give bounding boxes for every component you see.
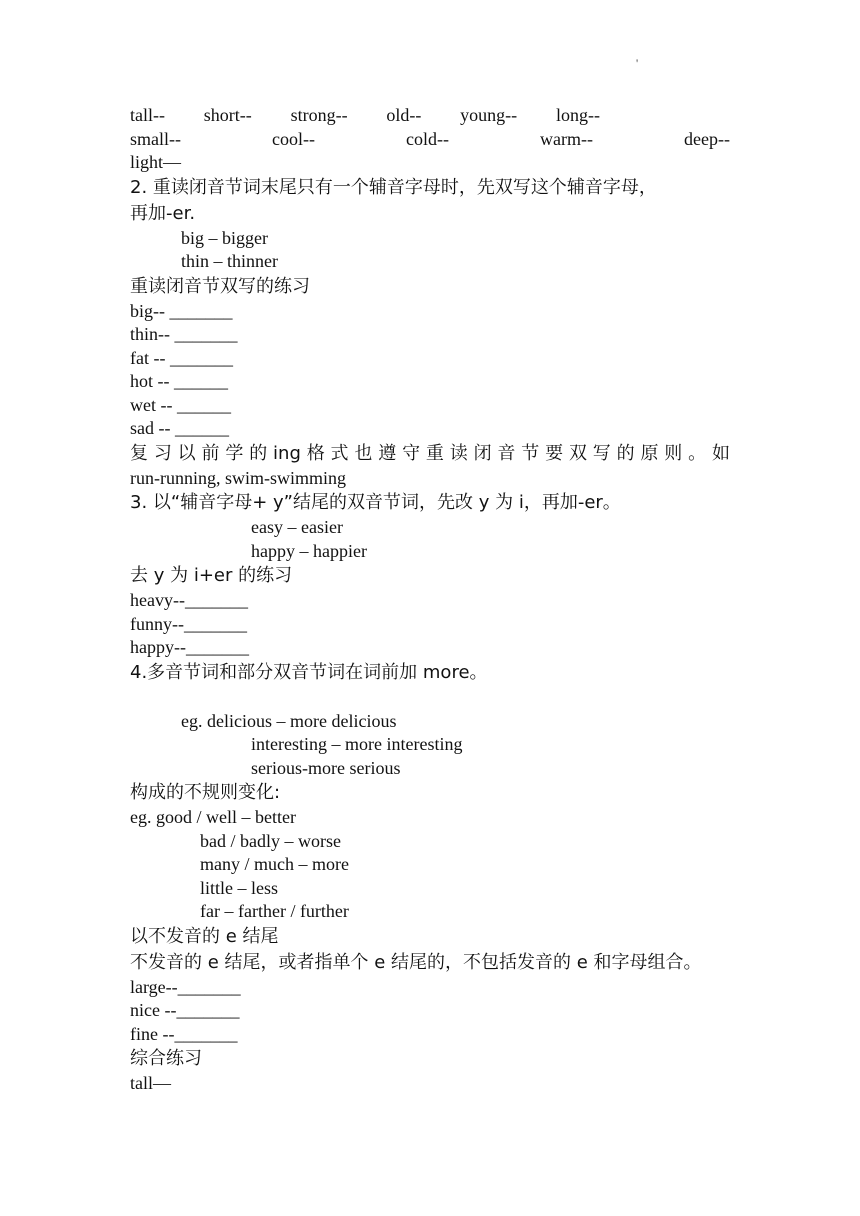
silent-e-note: 不发音的 e 结尾，或者指单个 e 结尾的，不包括发音的 e 和字母组合。 bbox=[130, 951, 702, 973]
review-note-cont: run-running, swim-swimming bbox=[130, 467, 346, 488]
exercise-item: sad -- ______ bbox=[130, 418, 229, 438]
exercise-item: big-- _______ bbox=[130, 300, 233, 321]
exercise-item: large--_______ bbox=[130, 976, 241, 997]
word-item: short-- bbox=[203, 105, 252, 125]
exercise-item: wet -- ______ bbox=[130, 394, 231, 415]
exercise-item: thin-- _______ bbox=[130, 324, 238, 344]
silent-e-heading: 以不发音的 e 结尾 bbox=[130, 925, 279, 947]
spacer bbox=[130, 686, 730, 710]
rule-3-title: 3. 以“辅音字母+ y”结尾的双音节词，先改 y 为 i，再加-er。 bbox=[130, 492, 621, 513]
document-body bbox=[130, 104, 730, 1096]
word-item: small-- bbox=[130, 128, 181, 149]
rule-2-title: 2. 重读闭音节词末尾只有一个辅音字母时，先双写这个辅音字母， bbox=[130, 176, 657, 198]
example-line: big – bigger bbox=[181, 227, 268, 248]
word-item: old-- bbox=[386, 105, 422, 125]
exercise-item: nice --_______ bbox=[130, 1000, 240, 1020]
example-line: bad / badly – worse bbox=[200, 830, 341, 851]
rule-2-title-cont: 再加-er. bbox=[130, 202, 196, 224]
example-line: happy – happier bbox=[251, 540, 367, 561]
exercise-item: fat -- _______ bbox=[130, 347, 233, 368]
example-line: far – farther / further bbox=[200, 901, 349, 921]
exercise-item: tall— bbox=[130, 1073, 171, 1093]
review-note: 复习以前学的ing格式也遵守重读闭音节要双写的原则。如 bbox=[130, 442, 730, 464]
rule-4-title: 4.多音节词和部分双音节词在词前加 more。 bbox=[130, 661, 488, 683]
practice-1-heading: 重读闭音节双写的练习 bbox=[130, 275, 310, 297]
example-line: serious-more serious bbox=[251, 757, 401, 778]
word-item: deep-- bbox=[684, 128, 730, 149]
word-item: tall-- bbox=[130, 105, 165, 125]
example-line: eg. good / well – better bbox=[130, 807, 296, 827]
example-line: easy – easier bbox=[251, 517, 343, 537]
example-line: interesting – more interesting bbox=[251, 734, 463, 754]
word-item: long-- bbox=[555, 105, 600, 125]
word-item: young-- bbox=[460, 105, 518, 125]
example-line: thin – thinner bbox=[181, 251, 278, 271]
word-row-2 bbox=[130, 128, 730, 152]
word-item: cold-- bbox=[406, 128, 449, 149]
exercise-item: hot -- ______ bbox=[130, 371, 228, 391]
word-item: cool-- bbox=[272, 128, 315, 149]
example-line: eg. delicious – more delicious bbox=[181, 710, 397, 731]
word-item: warm-- bbox=[540, 128, 593, 149]
exercise-item: funny--_______ bbox=[130, 613, 247, 634]
practice-2-heading: 去 y 为 i+er 的练习 bbox=[130, 565, 293, 586]
comprehensive-heading: 综合练习 bbox=[130, 1048, 202, 1069]
word-row-1 bbox=[130, 104, 600, 128]
example-line: little – less bbox=[200, 877, 278, 898]
irregular-heading: 构成的不规则变化: bbox=[130, 782, 281, 803]
word-row-3: light— bbox=[130, 152, 182, 172]
exercise-item: happy--_______ bbox=[130, 637, 249, 657]
exercise-item: fine --_______ bbox=[130, 1023, 238, 1044]
example-line: many / much – more bbox=[200, 854, 349, 874]
exercise-item: heavy--_______ bbox=[130, 590, 248, 610]
page-mark: ' bbox=[636, 56, 639, 70]
word-item: strong-- bbox=[290, 105, 348, 125]
